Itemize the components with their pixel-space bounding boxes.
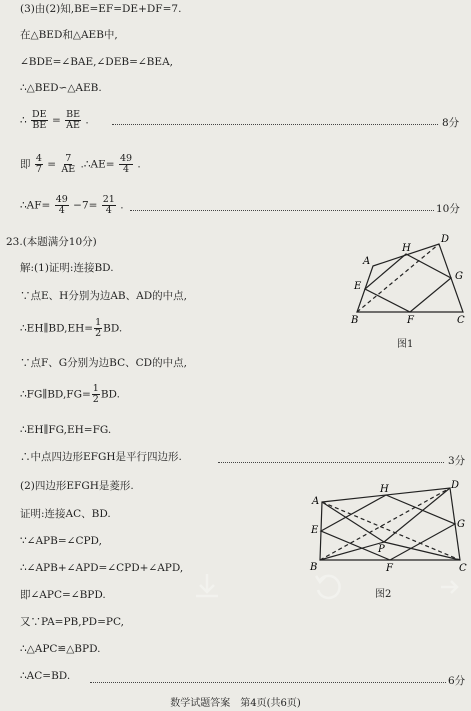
text-line: ∵∠APB=∠CPD, xyxy=(20,535,102,547)
fig1-label-a: A xyxy=(363,256,371,267)
fig2-label-g: G xyxy=(457,519,465,530)
page-footer: 数学试题答案 第4页(共6页) xyxy=(170,698,301,709)
fig1-quadrilateral-efgh xyxy=(365,254,451,312)
text-line: ∵点E、H分别为边AB、AD的中点, xyxy=(20,290,187,302)
fig2-segment-pb xyxy=(320,542,384,560)
fig1-label-b: B xyxy=(351,315,359,326)
score-6: 6分 xyxy=(448,675,466,687)
figure-2 xyxy=(308,480,468,580)
fraction: $\frac{DE}{BE}$ xyxy=(32,109,47,131)
fraction: $\frac{49}{4}$ xyxy=(119,153,133,175)
fig2-label-b: B xyxy=(310,562,318,573)
fig2-label-f: F xyxy=(386,563,393,574)
fig1-quadrilateral-abcd xyxy=(357,244,463,312)
fraction: $\frac{1}{2}$ xyxy=(95,317,102,339)
fig1-label-f: F xyxy=(407,315,414,326)
figure-1 xyxy=(345,232,471,326)
figure-2-caption: 图2 xyxy=(375,589,392,600)
solve-line: 即 $\frac{4}{7}$ = $\frac{7}{AE}$ .∴AE= $\frac{49}{4}$ . xyxy=(20,153,141,175)
fraction: $\frac{4}{7}$ xyxy=(35,153,42,175)
fig2-segment-pd xyxy=(384,488,450,542)
fig2-label-p: P xyxy=(378,544,385,555)
fig2-label-h: H xyxy=(380,484,389,495)
forward-icon[interactable] xyxy=(435,572,465,602)
fig2-label-d: D xyxy=(451,480,460,491)
fig2-label-c: C xyxy=(459,563,467,574)
score-3: 3分 xyxy=(448,455,466,467)
fig2-diagonal-ac xyxy=(322,502,460,560)
fig1-label-c: C xyxy=(457,315,465,326)
text-line: ∵点F、G分别为边BC、CD的中点, xyxy=(20,357,187,369)
text-line: ∠BDE=∠BAE,∠DEB=∠BEA, xyxy=(20,56,173,68)
fig1-label-h: H xyxy=(402,243,411,254)
text-line: (2)四边形EFGH是菱形. xyxy=(20,480,134,492)
download-icon[interactable] xyxy=(190,570,224,604)
text-line: ∴FG∥BD,FG= $\frac{1}{2}$ BD. xyxy=(20,383,120,405)
text-line: ∴△BED∽△AEB. xyxy=(20,82,102,94)
fig2-label-a: A xyxy=(312,496,320,507)
question-heading: 23.(本题满分10分) xyxy=(6,236,97,248)
score-8: 8分 xyxy=(442,117,460,129)
score-leader xyxy=(90,682,446,683)
rotate-icon[interactable] xyxy=(312,570,346,604)
fig1-label-d: D xyxy=(441,234,450,245)
fig2-segment-pa xyxy=(322,502,384,542)
fraction: $\frac{21}{4}$ xyxy=(102,194,115,216)
text-line: 即∠APC=∠BPD. xyxy=(20,589,106,601)
ratio-line: ∴ $\frac{DE}{BE}$ = $\frac{BE}{AE}$ . xyxy=(20,109,89,131)
fig2-diagonal-bd xyxy=(320,488,450,560)
text-line: 解:(1)证明:连接BD. xyxy=(20,262,114,274)
fig2-label-e: E xyxy=(311,525,319,536)
text-line: 证明:连接AC、BD. xyxy=(20,508,111,520)
fig1-label-e: E xyxy=(354,281,362,292)
result-line: ∴AF= $\frac{49}{4}$ −7= $\frac{21}{4}$ . xyxy=(20,194,124,216)
text-line: 在△BED和△AEB中, xyxy=(20,29,118,41)
text-line: ∴AC=BD. xyxy=(20,670,71,682)
fig2-quadrilateral-abcd xyxy=(320,488,460,560)
fig2-quadrilateral-efgh xyxy=(321,495,455,560)
score-leader xyxy=(218,462,444,463)
text-line: ∴EH∥FG,EH=FG. xyxy=(20,424,112,436)
text-line: ∴EH∥BD,EH= $\frac{1}{2}$ BD. xyxy=(20,317,123,339)
fraction: $\frac{49}{4}$ xyxy=(55,194,68,216)
text-line: (3)由(2)知,BE=EF=DE+DF=7. xyxy=(20,3,182,15)
text-line: ∴∠APB+∠APD=∠CPD+∠APD, xyxy=(20,562,184,574)
score-leader xyxy=(130,210,434,211)
figure-1-caption: 图1 xyxy=(397,339,414,350)
fraction: $\frac{BE}{AE}$ xyxy=(66,109,81,131)
fig1-label-g: G xyxy=(455,271,463,282)
text-line: 又∵PA=PB,PD=PC, xyxy=(20,616,124,628)
fraction: $\frac{1}{2}$ xyxy=(92,383,99,405)
score-10: 10分 xyxy=(436,203,460,215)
text-line: ∴中点四边形EFGH是平行四边形. xyxy=(20,451,182,463)
fraction: $\frac{7}{AE}$ xyxy=(61,153,76,175)
score-leader xyxy=(112,124,438,125)
text-line: ∴△APC≌△BPD. xyxy=(20,643,101,655)
